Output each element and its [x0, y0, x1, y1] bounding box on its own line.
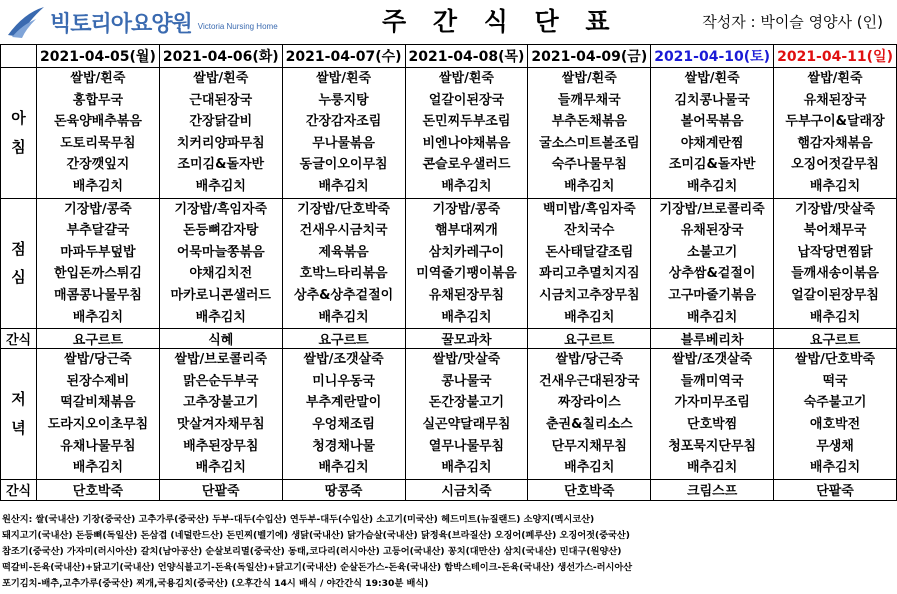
- menu-item: 쌀밥/당근죽: [555, 352, 624, 368]
- date-header: 2021-04-08(목): [405, 45, 528, 68]
- lunch-cell: [651, 198, 774, 329]
- menu-item: 쌀밥/흰죽: [316, 71, 372, 86]
- menu-item: 기장밥/단호박죽: [297, 201, 390, 217]
- breakfast-cell: [774, 68, 897, 199]
- menu-item: 쌀밥/흰죽: [561, 71, 617, 86]
- page-title: 주 간 식 단 표: [382, 7, 619, 36]
- footer-line: 돼지고기(국내산) 돈등뼈(독일산) 돈삼겹 (네덜란드산) 돈민찌(벨기에) 생닭(국내산) 닭가슴살(국내산) 닭정육(브라질산) 오징어(페루산) 오징어젓(중국산): [2, 530, 630, 541]
- menu-item: 콩나물국: [441, 373, 492, 389]
- menu-item: 얼갈이된장국: [428, 92, 505, 108]
- menu-item: 배추김치: [195, 460, 246, 476]
- logo-swoosh-icon: [6, 5, 46, 39]
- weekly-menu-table: [0, 44, 897, 501]
- footer-line: 참조기(중국산) 가자미(러시아산) 갈치(남아공산) 순살보리멸(중국산) 동태,코다리(러시아산) 고등어(국내산) 꽁치(대만산) 삼치(국내산) 민대구(원양산): [2, 546, 622, 557]
- menu-item: 꽈리고추멸치지짐: [539, 266, 640, 282]
- breakfast-cell: [651, 68, 774, 199]
- menu-item: 배추김치: [687, 460, 738, 476]
- lunch-cell: [37, 198, 160, 329]
- menu-item: 시금치고추장무침: [539, 287, 640, 303]
- menu-item: 떡갈비채볶음: [60, 395, 136, 411]
- menu-item: 배추된장무침: [183, 438, 259, 454]
- breakfast-cell: [159, 68, 282, 199]
- breakfast-label: 아 침: [1, 68, 37, 199]
- menu-item: 소불고기: [687, 244, 738, 260]
- menu-item: 기장밥/맛살죽: [794, 201, 876, 217]
- dinner-cell: [774, 349, 897, 480]
- menu-item: 부추돈채볶음: [551, 114, 627, 130]
- dinner-cell: [651, 349, 774, 480]
- menu-item: 쌀밥/맛살죽: [432, 352, 501, 368]
- menu-item: 돈민찌두부조림: [422, 114, 511, 130]
- menu-item: 볼어묵볶음: [680, 114, 744, 130]
- lunch-cell: [282, 198, 405, 329]
- menu-item: 간장감자조림: [305, 114, 382, 130]
- menu-item: 동글이오이무침: [299, 157, 388, 173]
- menu-item: 쌀밥/조갯살죽: [672, 352, 753, 368]
- menu-item: 부추계란말이: [305, 395, 382, 411]
- menu-item: 단호박찜: [687, 416, 738, 432]
- afternoon-snack-cell: 요구르트: [528, 329, 651, 349]
- menu-item: 떡국: [822, 373, 848, 389]
- menu-item: 미니우동국: [312, 373, 375, 389]
- menu-item: 잔치국수: [564, 223, 615, 239]
- afternoon-snack-cell: 블루베리차: [651, 329, 774, 349]
- menu-item: 짜장라이스: [557, 395, 621, 411]
- menu-item: 콘슬로우샐러드: [422, 157, 511, 173]
- menu-item: 청포묵지단무침: [668, 438, 757, 454]
- menu-item: 미역줄기팽이볶음: [416, 266, 517, 282]
- evening-snack-cell: 단팥죽: [159, 479, 282, 500]
- evening-snack-cell: 단호박죽: [528, 479, 651, 500]
- menu-item: 얼갈이된장무침: [791, 287, 879, 303]
- footer-line: 떡갈비-돈육(국내산)+닭고기(국내산) 언양식불고기-돈육(독일산)+닭고기(국내산) 순살돈가스-돈육(국내산) 함박스테이크-돈육(국내산) 생선가스-러시아산: [2, 562, 633, 573]
- dinner-cell: [405, 349, 528, 480]
- menu-item: 배추김치: [318, 460, 369, 476]
- menu-item: 배추김치: [809, 178, 861, 194]
- menu-item: 유채나물무침: [60, 438, 136, 454]
- evening-snack-cell: 단호박죽: [37, 479, 160, 500]
- menu-item: 숙주불고기: [803, 395, 867, 411]
- logo-text: 빅토리아요양원: [50, 11, 192, 37]
- menu-item: 돈사태달걀조림: [545, 244, 634, 260]
- date-header: 2021-04-10(토): [651, 45, 774, 68]
- menu-item: 상추&상추겉절이: [293, 287, 394, 303]
- menu-item: 배추김치: [195, 309, 246, 325]
- menu-item: 춘권&칠리소스: [545, 416, 633, 432]
- menu-item: 비엔나야채볶음: [422, 135, 511, 151]
- menu-item: 유채된장무침: [428, 287, 505, 303]
- lunch-cell: [159, 198, 282, 329]
- menu-item: 어묵마늘쫑볶음: [176, 244, 265, 260]
- dinner-row: [1, 349, 897, 480]
- menu-item: 돈육양배추볶음: [53, 114, 142, 130]
- menu-item: 야채계란찜: [680, 135, 744, 151]
- menu-item: 배추김치: [564, 309, 615, 325]
- afternoon-snack-cell: 요구르트: [37, 329, 160, 349]
- evening-snack-cell: 땅콩죽: [282, 479, 405, 500]
- menu-item: 가자미무조림: [674, 395, 750, 411]
- breakfast-cell: [282, 68, 405, 199]
- menu-item: 배추김치: [564, 460, 615, 476]
- menu-item: 쌀밥/흰죽: [193, 71, 249, 86]
- menu-item: 마카로니콘샐러드: [170, 287, 271, 303]
- menu-item: 매콤콩나물무침: [53, 287, 142, 303]
- afternoon-snack-cell: 요구르트: [282, 329, 405, 349]
- menu-item: 치커리양파무침: [176, 135, 265, 151]
- footer-line: 포기김치-배추,고추가루(중국산) 찌개,국용김치(중국산) (오후간식 14시 배식 / 야간간식 19:30분 배식): [2, 578, 429, 589]
- breakfast-cell: [405, 68, 528, 199]
- menu-item: 쌀밥/흰죽: [807, 71, 863, 86]
- menu-item: 조미김&돌자반: [177, 157, 265, 173]
- afternoon-snack-row: [1, 329, 897, 349]
- menu-item: 유채된장국: [680, 223, 744, 239]
- evening-snack-row: [1, 479, 897, 500]
- menu-item: 청경채나물: [312, 438, 375, 454]
- menu-item: 배추김치: [809, 309, 861, 325]
- evening-snack-cell: 단팥죽: [774, 479, 897, 500]
- menu-item: 간장깻잎지: [66, 157, 130, 173]
- menu-item: 쌀밥/브로콜리죽: [174, 352, 268, 368]
- menu-item: 굴소스미트볼조림: [539, 135, 640, 151]
- menu-item: 배추김치: [318, 309, 369, 325]
- menu-item: 들깨무채국: [557, 92, 621, 108]
- menu-item: 근대된장국: [189, 92, 253, 108]
- date-header: 2021-04-11(일): [774, 45, 897, 68]
- menu-item: 호박느타리볶음: [299, 266, 388, 282]
- corner-cell: [1, 45, 37, 68]
- menu-item: 도라지오이초무침: [47, 416, 149, 432]
- origin-footer: [2, 512, 895, 592]
- menu-item: 맑은순두부국: [183, 373, 259, 389]
- menu-item: 배추김치: [195, 178, 246, 194]
- menu-item: 실곤약달래무침: [422, 416, 511, 432]
- menu-item: 쌀밥/단호박죽: [794, 352, 876, 368]
- menu-item: 제육볶음: [318, 244, 369, 260]
- lunch-cell: [774, 198, 897, 329]
- header: [0, 0, 897, 44]
- menu-item: 들깨미역국: [680, 373, 744, 389]
- menu-item: 배추김치: [809, 460, 861, 476]
- menu-item: 도토리묵무침: [60, 135, 136, 151]
- menu-item: 유채된장국: [803, 92, 867, 108]
- menu-item: 쌀밥/흰죽: [438, 71, 494, 86]
- evening-snack-label: 간식: [1, 479, 37, 500]
- menu-item: 북어채무국: [803, 223, 867, 239]
- menu-item: 배추김치: [564, 178, 615, 194]
- menu-item: 배추김치: [72, 309, 124, 325]
- menu-item: 기장밥/콩죽: [432, 201, 501, 217]
- footer-line: 원산지: 쌀(국내산) 기장(중국산) 고추가루(중국산) 두부-대두(수입산) 연두부-대두(수입산) 소고기(미국산) 헤드미트(뉴질랜드) 소양지(멕시코산): [2, 514, 595, 525]
- menu-item: 납작당면찜닭: [797, 244, 873, 260]
- menu-item: 기장밥/브로콜리죽: [659, 201, 765, 217]
- menu-item: 기장밥/흑임자죽: [174, 201, 268, 217]
- menu-item: 햄부대찌개: [435, 223, 498, 239]
- dinner-cell: [282, 349, 405, 480]
- menu-item: 들깨새송이볶음: [791, 266, 879, 282]
- menu-item: 배추김치: [687, 178, 738, 194]
- menu-item: 배추김치: [72, 460, 124, 476]
- afternoon-snack-label: 간식: [1, 329, 37, 349]
- lunch-row: [1, 198, 897, 329]
- menu-item: 돈등뼈감자탕: [183, 223, 259, 239]
- menu-item: 쌀밥/흰죽: [684, 71, 740, 86]
- menu-item: 야채김치전: [189, 266, 253, 282]
- author-line: 작성자 : 박이슬 영양사 (인): [702, 13, 883, 31]
- menu-item: 부추달걀국: [66, 223, 130, 239]
- breakfast-cell: [37, 68, 160, 199]
- menu-item: 우엉채조림: [312, 416, 375, 432]
- dinner-label: 저 녁: [1, 349, 37, 480]
- menu-item: 한입돈까스튀김: [53, 266, 142, 282]
- breakfast-cell: [528, 68, 651, 199]
- menu-item: 마파두부덮밥: [60, 244, 136, 260]
- menu-item: 간장닭갈비: [189, 114, 253, 130]
- lunch-cell: [528, 198, 651, 329]
- menu-item: 단무지채무침: [551, 438, 627, 454]
- menu-item: 건새우시금치국: [299, 223, 388, 239]
- date-header: 2021-04-07(수): [282, 45, 405, 68]
- menu-item: 애호박전: [809, 416, 861, 432]
- menu-item: 숙주나물무침: [551, 157, 627, 173]
- logo: [6, 4, 278, 40]
- menu-item: 오징어젓갈무침: [791, 157, 879, 173]
- menu-item: 배추김치: [318, 178, 369, 194]
- menu-item: 배추김치: [441, 460, 492, 476]
- date-header: 2021-04-09(금): [528, 45, 651, 68]
- menu-item: 쌀밥/흰죽: [70, 71, 126, 86]
- menu-item: 김치콩나물국: [674, 92, 750, 108]
- menu-item: 기장밥/콩죽: [64, 201, 132, 217]
- menu-item: 배추김치: [441, 178, 492, 194]
- menu-item: 백미밥/흑임자죽: [542, 201, 636, 217]
- dinner-cell: [159, 349, 282, 480]
- evening-snack-cell: 크림스프: [651, 479, 774, 500]
- menu-item: 두부구이&달래장: [785, 114, 885, 130]
- evening-snack-cell: 시금치죽: [405, 479, 528, 500]
- date-header-row: [1, 45, 897, 68]
- afternoon-snack-cell: 요구르트: [774, 329, 897, 349]
- menu-item: 무생채: [816, 438, 854, 454]
- menu-item: 배추김치: [687, 309, 738, 325]
- menu-item: 배추김치: [441, 309, 492, 325]
- menu-item: 쌀밥/조갯살죽: [303, 352, 384, 368]
- menu-item: 고구마줄기볶음: [668, 287, 757, 303]
- menu-item: 홍합무국: [72, 92, 124, 108]
- menu-item: 건새우근대된장국: [539, 373, 640, 389]
- menu-item: 고추장불고기: [183, 395, 259, 411]
- breakfast-row: [1, 68, 897, 199]
- menu-item: 돈간장불고기: [428, 395, 505, 411]
- menu-item: 열무나물무침: [428, 438, 505, 454]
- menu-item: 삼치카레구이: [428, 244, 505, 260]
- menu-item: 조미김&돌자반: [668, 157, 756, 173]
- menu-item: 햄감자채볶음: [797, 135, 873, 151]
- menu-item: 상추쌈&겉절이: [668, 266, 756, 282]
- dinner-cell: [528, 349, 651, 480]
- lunch-label: 점 심: [1, 198, 37, 329]
- menu-item: 맛살겨자채무침: [176, 416, 265, 432]
- afternoon-snack-cell: 꿀모과차: [405, 329, 528, 349]
- afternoon-snack-cell: 식혜: [159, 329, 282, 349]
- menu-item: 누룽지탕: [318, 92, 369, 108]
- dinner-cell: [37, 349, 160, 480]
- date-header: 2021-04-05(월): [37, 45, 160, 68]
- logo-subtitle: Victoria Nursing Home: [197, 21, 278, 31]
- menu-item: 된장수제비: [66, 373, 130, 389]
- menu-item: 배추김치: [72, 178, 124, 194]
- date-header: 2021-04-06(화): [159, 45, 282, 68]
- lunch-cell: [405, 198, 528, 329]
- menu-item: 무나물볶음: [312, 135, 375, 151]
- menu-item: 쌀밥/당근죽: [64, 352, 132, 368]
